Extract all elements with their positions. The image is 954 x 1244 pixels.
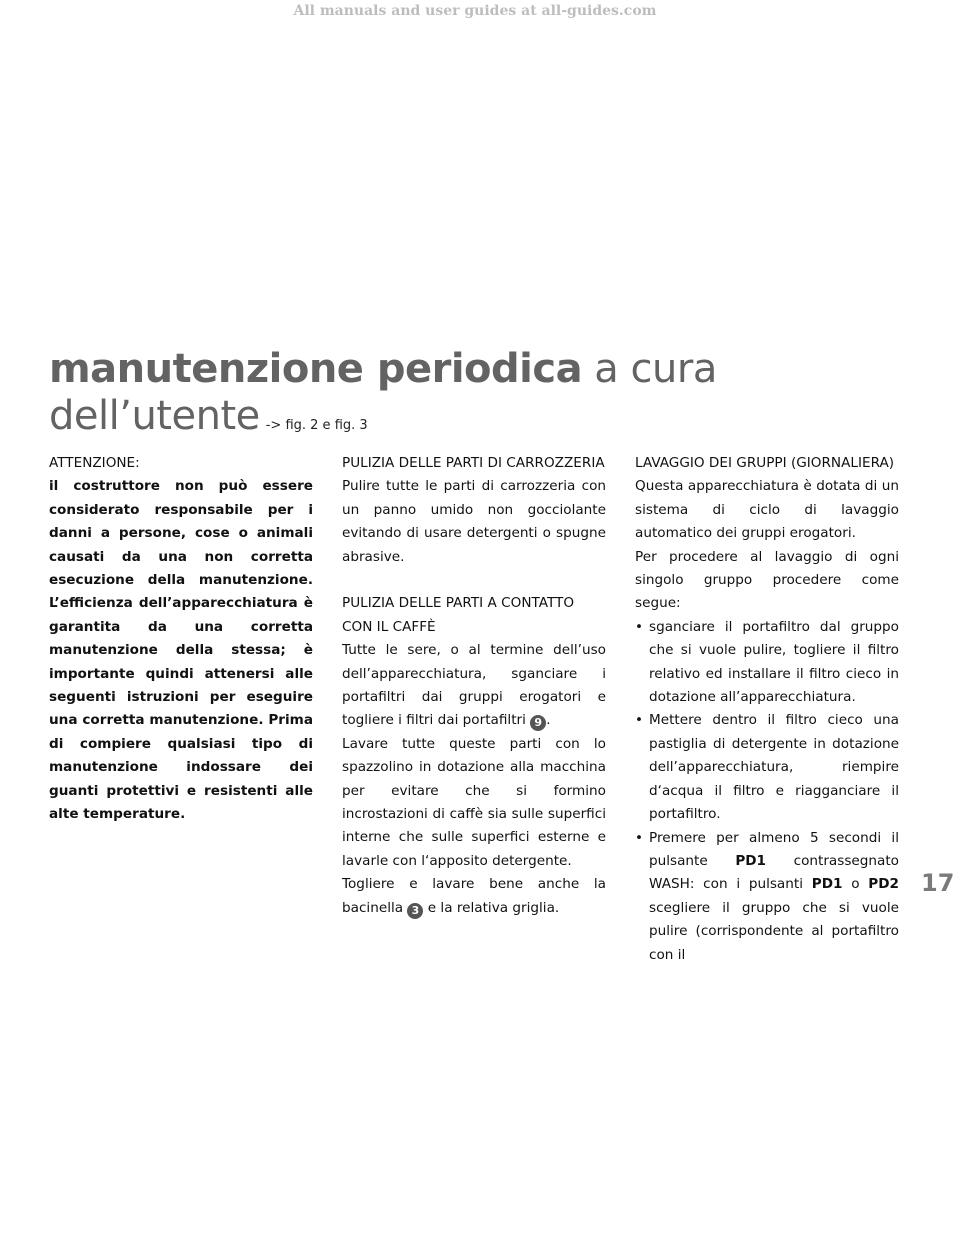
bodywork-paragraph: Pulire tutte le parti di carrozzeria con un panno umido non gocciolante evitando di usare detergenti o spugne abrasive. <box>342 478 606 565</box>
step3-text-c: scegliere il gruppo che si vuole pulire (corrispondente al portafiltro con il <box>649 899 899 963</box>
reference-badge-9: 9 <box>530 715 546 731</box>
group-washing-intro: Questa apparecchiatura è dotata di un sistema di ciclo di lavaggio automatico dei gruppi erogatori. <box>635 478 899 542</box>
title-line2: dell’utente <box>49 393 260 439</box>
drip-tray-end: e la relativa griglia. <box>427 899 560 916</box>
list-item: • sganciare il portafiltro dal gruppo che si vuole pulire, togliere il filtro relativo ed installare il filtro cieco in dotazione all’apparecchiatura. <box>635 616 899 710</box>
list-item <box>635 827 899 967</box>
figure-reference: -> fig. 2 e fig. 3 <box>265 418 368 433</box>
column-group-washing <box>635 452 899 967</box>
washing-paragraph: Lavare tutte queste parti con lo spazzolino in dotazione alla macchina per evitare che si formino incrostazioni di caffè sia sulle superfici interne che sulle superfici esterne e lavarle con l‘apposito detergente. <box>342 735 606 869</box>
pd1-label: PD1 <box>735 852 767 869</box>
step3-or: o <box>851 876 860 893</box>
drip-tray-paragraph <box>342 873 606 920</box>
coffee-parts-text: Tutte le sere, o al termine dell’uso dell’apparecchiatura, sganciare i portafiltri dai gruppi erogatori e togliere i filtri dai portafiltri <box>342 642 606 729</box>
reference-badge-3: 3 <box>407 903 423 919</box>
pd1-label-2: PD1 <box>811 876 843 893</box>
step3-text-a: Premere per almeno 5 secondi il pulsante <box>649 829 899 869</box>
watermark: All manuals and user guides at all-guides.com <box>293 3 657 19</box>
page-title <box>49 346 869 449</box>
drip-tray-text: Togliere e lavare bene anche la bacinella <box>342 876 606 916</box>
column-warning <box>49 452 313 827</box>
page-number: 17 <box>921 869 954 897</box>
coffee-parts-end: . <box>546 712 551 729</box>
bodywork-heading: PULIZIA DELLE PARTI DI CARROZZERIA <box>342 455 605 471</box>
title-bold: manutenzione periodica <box>49 346 583 392</box>
warning-body: il costruttore non può essere considerato responsabile per i danni a persone, cose o animali causati da una non corretta esecuzione della manutenzione. L’efficienza dell’apparecchiatura è garantita da una corretta manutenzione della stessa; è importante quindi attenersi alle seguenti istruzioni per eseguire una corretta manutenzione. Prima di compiere qualsiasi tipo di manutenzione indossare dei guanti protettivi e resistenti alle alte temperature. <box>49 478 313 823</box>
title-normal: a cura <box>582 346 717 392</box>
step3-text-b: contrassegnato WASH: con i pulsanti <box>649 852 899 893</box>
pd2-label: PD2 <box>868 876 900 893</box>
list-item: • Mettere dentro il filtro cieco una pastiglia di detergente in dotazione dell’apparecchiatura, riempire d‘acqua il filtro e riagganciare il portafiltro. <box>635 709 899 826</box>
warning-heading: ATTENZIONE: <box>49 455 140 471</box>
procedure-list <box>635 616 899 967</box>
group-washing-heading: LAVAGGIO DEI GRUPPI (GIORNALIERA) <box>635 455 895 471</box>
column-cleaning <box>342 452 606 920</box>
coffee-parts-heading: PULIZIA DELLE PARTI A CONTATTO CON IL CAFFÈ <box>342 595 575 635</box>
group-washing-procedure: Per procedere al lavaggio di ogni singolo gruppo procedere come segue: <box>635 548 899 612</box>
coffee-parts-paragraph <box>342 639 606 733</box>
